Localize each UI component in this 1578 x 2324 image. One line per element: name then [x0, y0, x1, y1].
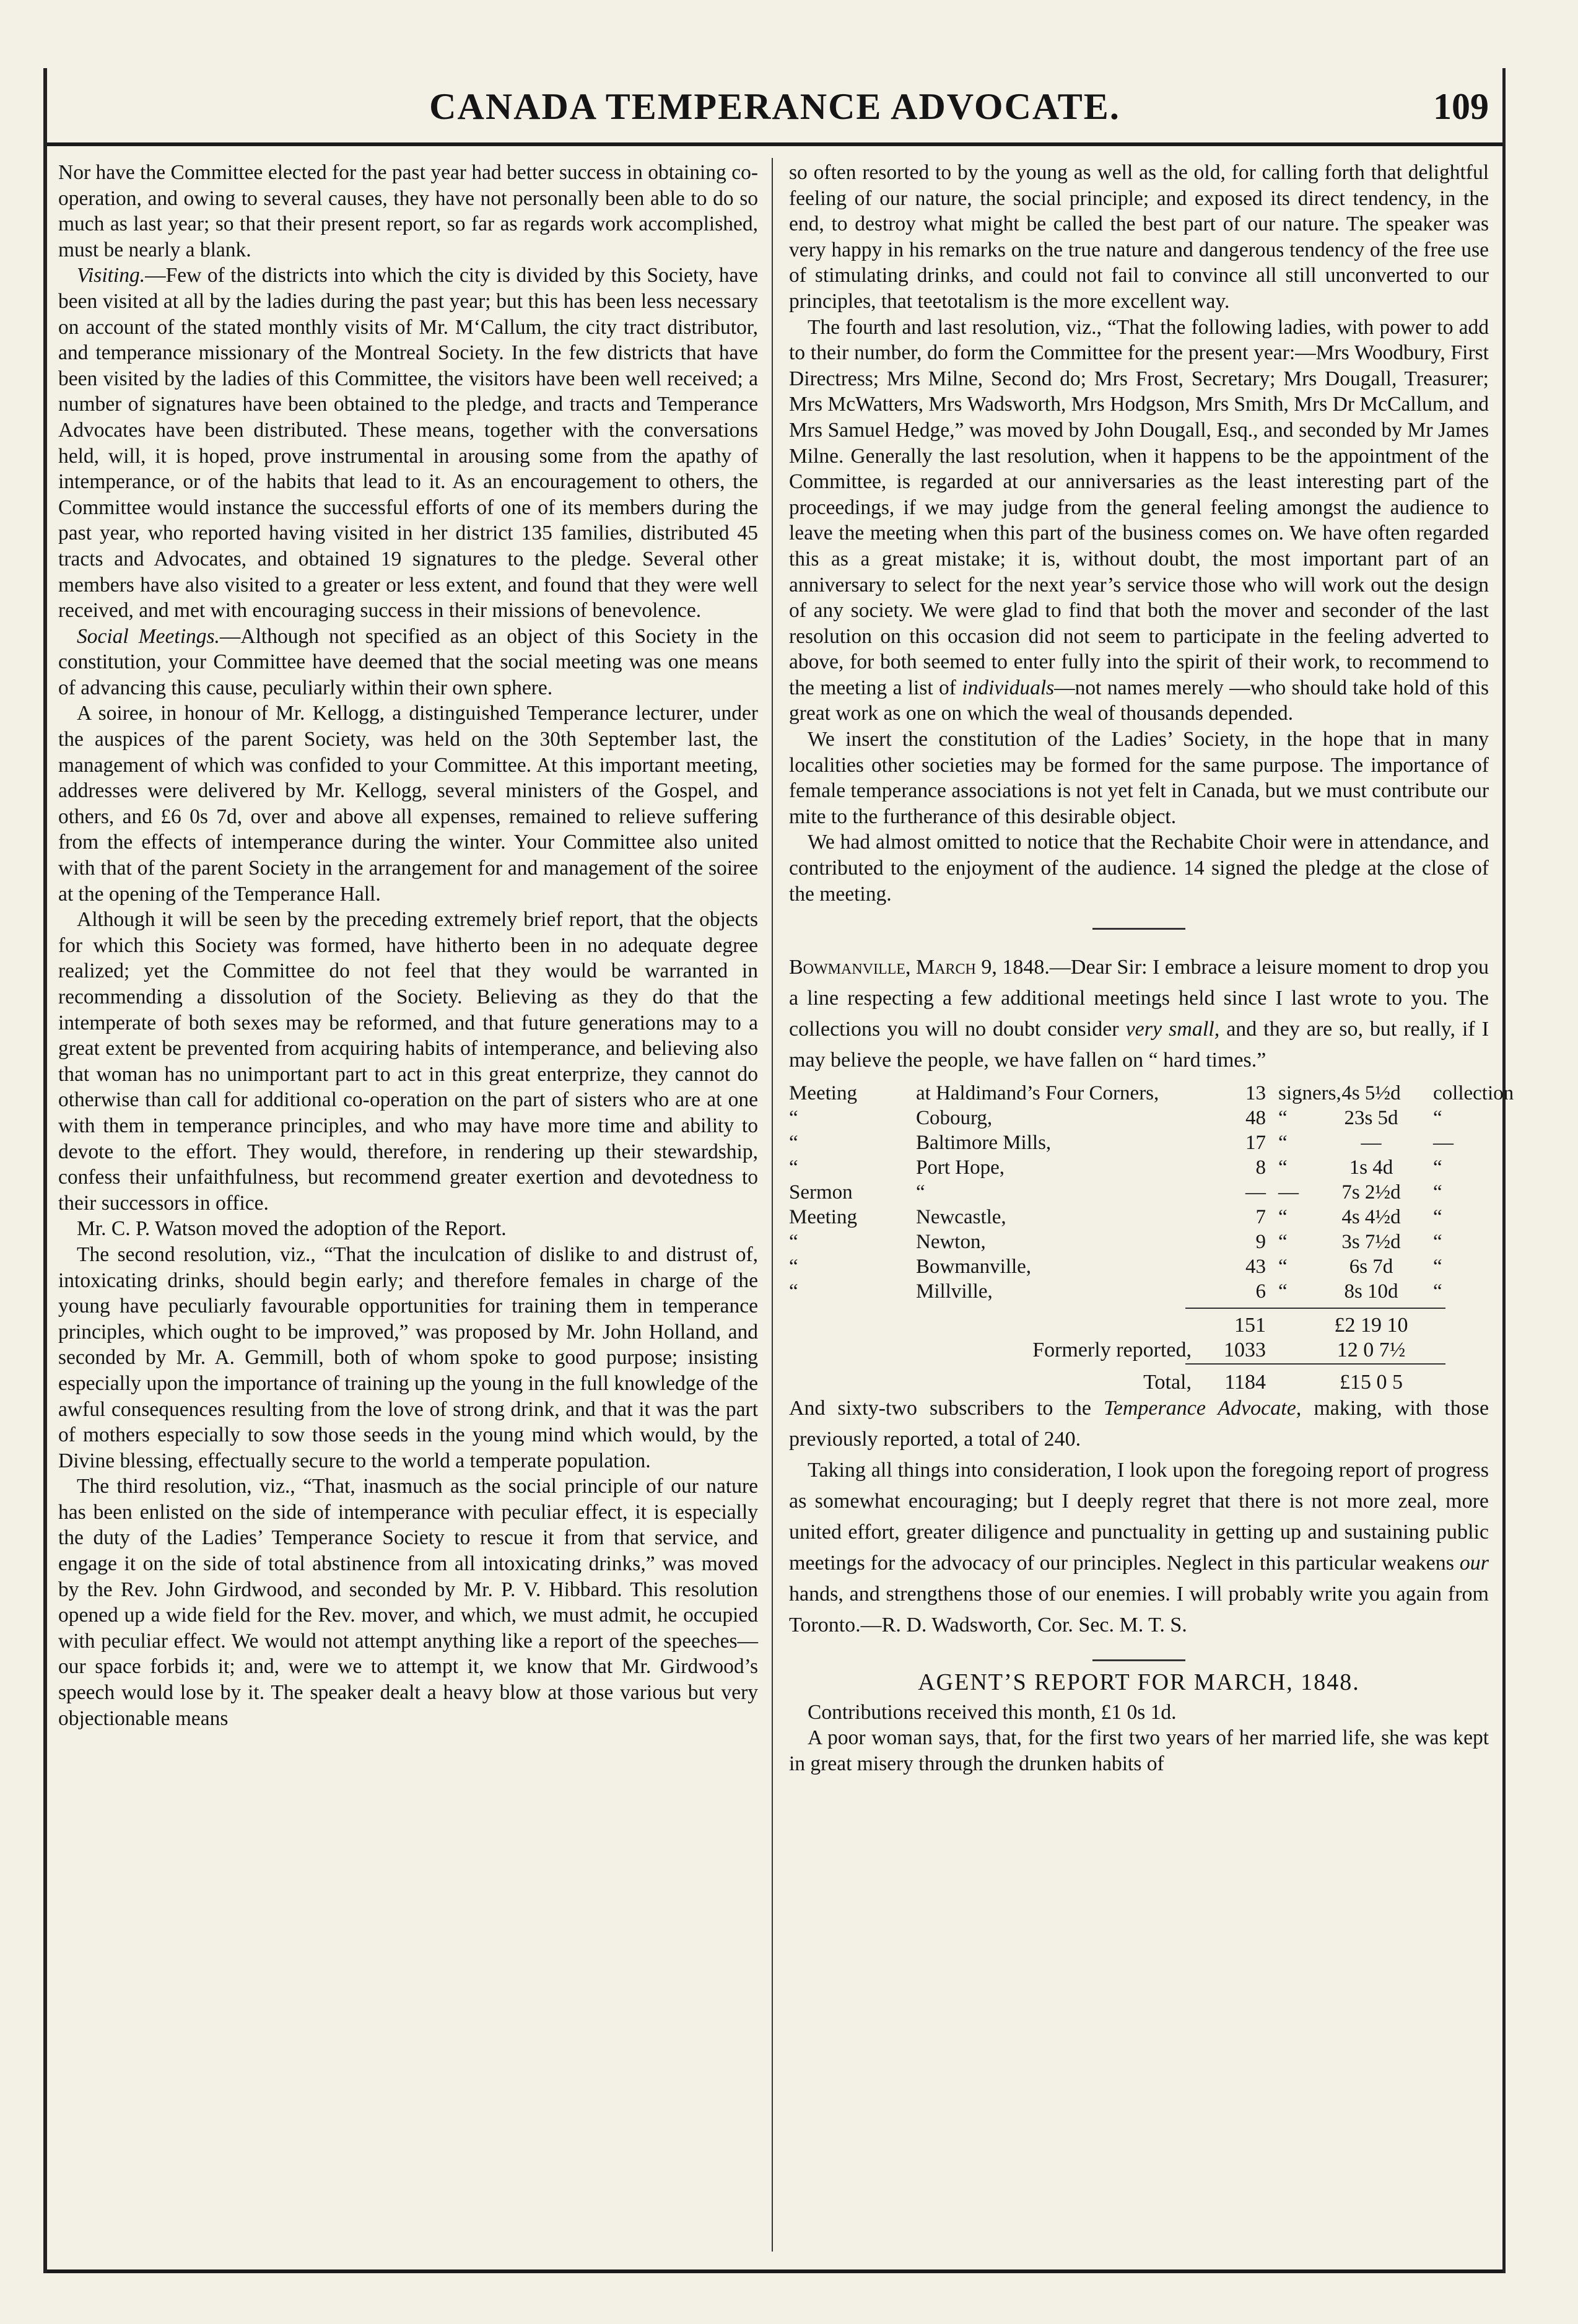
column-separator [772, 158, 773, 2252]
emphasis: individuals [962, 676, 1055, 699]
table-row [789, 1130, 1489, 1155]
paragraph: so often resorted to by the young as well as the old, for calling forth that delightful feeling of our nature, the social principle; and exposed its direct tendency, in the end, to destroy what might be called the best part of our nature. The speaker was very happy in his remarks on the true nature and dangerous tendency of the free use of stimulating drinks, and could not fail to convince all still unconverted to our principles, that teetotalism is the more excellent way. [789, 161, 1489, 313]
paragraph-text: —Few of the districts into which the city is divided by this Society, have been visited at all by the ladies during the past year; but this has been less necessary on account of the stated monthly visits of Mr. M‘Callum, the city tract distributor, and temperance missionary of the Montreal Society. In the few districts that have been visited by the ladies of this Committee, the visitors have been well received; a number of signatures have been obtained to the pledge, and tracts and Temperance Advocates have been distributed. These means, together with the conversations held, will, it is hoped, prove instrumental in arousing some from the apathy of intemperance, or of the habits that lead to it. As an encouragement to others, the Committee would instance the successful efforts of one of its members during the past year, who reported having visited in her district 135 families, distributed 45 tracts and Advocates, and obtained 19 signatures to the pledge. Several other members have also visited to a greater or less extent, and found that they were well received, and met with encouraging success in their missions of benevolence. [58, 264, 758, 622]
collection-note: “ [1433, 1181, 1442, 1204]
section-divider [1092, 1659, 1185, 1661]
meeting-kind: Sermon [789, 1181, 853, 1204]
meeting-place: at Haldimand’s Four Corners, [916, 1082, 1159, 1105]
header-rule [47, 142, 1502, 146]
meeting-place: Newton, [916, 1231, 986, 1254]
table-row [789, 1254, 1489, 1279]
collection-amount: 8s 10d [1344, 1280, 1398, 1303]
emphasis: Temperance Advocate, [1103, 1397, 1302, 1420]
signers-count: 6 [1255, 1280, 1266, 1303]
signers-unit: “ [1278, 1256, 1288, 1278]
left-column [58, 160, 758, 1731]
paragraph: Nor have the Committee elected for the past year had better success in obtaining co-operation, and owing to several causes, they have not personally been able to do so much as last year; so that their present report, so far as regards work accomplished, must be nearly a blank. [58, 161, 758, 261]
right-column [789, 160, 1514, 1777]
subtotal-row [789, 1308, 1489, 1335]
signers-count: 13 [1245, 1082, 1266, 1105]
emphasis: our [1459, 1552, 1489, 1575]
total-rule [1185, 1308, 1445, 1309]
paragraph: A poor woman says, that, for the first two years of her married life, she was kept in great misery through the drunken habits of [789, 1726, 1489, 1775]
paragraph: Mr. C. P. Watson moved the adoption of the Report. [77, 1217, 507, 1241]
collection-amount: 4s 4½d [1341, 1206, 1401, 1229]
signers-unit: “ [1278, 1206, 1288, 1229]
collection-amount: 7s 2½d [1341, 1181, 1401, 1204]
collection-amount: 4s 5½d [1341, 1082, 1401, 1105]
paragraph: Contributions received this month, £1 0s 1d. [808, 1700, 1177, 1724]
collection-amount: 3s 7½d [1341, 1231, 1401, 1254]
formerly-signers: 1033 [1224, 1339, 1266, 1362]
signers-count: 17 [1245, 1132, 1266, 1155]
paragraph-text: —Although not specified as an object of this Society in the constitution, your Committee have deemed that the social meeting was one means of advancing this cause, peculiarly within their own sphere. [58, 624, 758, 699]
formerly-label: Formerly reported, [1032, 1339, 1192, 1362]
table-row [789, 1106, 1489, 1130]
collection-amount: — [1361, 1132, 1382, 1155]
signers-unit: “ [1278, 1231, 1288, 1254]
collection-note: “ [1433, 1231, 1442, 1254]
meetings-table [789, 1081, 1514, 1304]
signers-count: — [1245, 1181, 1266, 1204]
footer-rule [47, 2269, 1502, 2273]
agent-report-heading: AGENT’S REPORT FOR MARCH, 1848. [918, 1669, 1360, 1696]
letter-bowmanville [789, 952, 1514, 1641]
meeting-kind: “ [789, 1280, 798, 1303]
signers-count: 43 [1245, 1256, 1266, 1278]
signers-count: 9 [1255, 1231, 1266, 1254]
paragraph: The third resolution, viz., “That, inasmuch as the social principle of our nature has been enlisted on the side of intemperance with peculiar effect, it is especially the duty of the Ladies’ Temperance Society to rescue it from that service, and engage it on the side of total abstinence from all intoxicating drinks,” was moved by the Rev. John Girdwood, and seconded by Mr. P. V. Hibbard. This resolution opened up a wide field for the Rev. mover, and which, we must admit, he occupied with peculiar effect. We would not attempt anything like a report of the speeches—our space forbids it; and, were we to attempt it, we know that Mr. Girdwood’s speech would lose by it. The speaker dealt a heavy blow at those various but very objectionable means [58, 1475, 758, 1730]
paragraph: Although it will be seen by the preceding extremely brief report, that the objects for which this Society was formed, have hitherto been in no adequate degree realized; yet the Committee do not feel that they would be warranted in recommending a dissolution of the Society. Believing as they do that the intemperate of both sexes may be reformed, and that future generations may to a great extent be prevented from acquiring habits of intemperance, and believing also that woman has no unimportant part to act in this great enterprize, they cannot do otherwise than call for additional co-operation on the part of sisters who are at one with them in temperance principles, and who may have more time and ability to devote to the effort. They would, therefore, in rendering up their stewardship, confess their unfaithfulness, but recommend greater exertion and devotedness to their successors in office. [58, 908, 758, 1215]
meeting-kind: Meeting [789, 1206, 857, 1229]
section-lead: Visiting. [77, 264, 146, 287]
subtotal-signers: 151 [1234, 1314, 1266, 1337]
meeting-place: Bowmanville, [916, 1256, 1032, 1278]
total-amount: £15 0 5 [1340, 1371, 1403, 1394]
section-divider [1092, 928, 1185, 930]
paragraph-text: Taking all things into consideration, I look upon the foregoing report of progress as somewhat encouraging; but I deeply regret that there is not more zeal, more united effort, greater diligence and punctuality in getting up and sustaining public meetings for the advocacy of our principles. Neglect in this particular weakens [789, 1459, 1489, 1575]
signers-unit: — [1278, 1181, 1299, 1204]
signers-unit: “ [1278, 1107, 1288, 1130]
emphasis: very small, [1125, 1018, 1220, 1041]
total-row [789, 1362, 1489, 1393]
page-number: 109 [1433, 86, 1489, 127]
meeting-kind: Meeting [789, 1082, 857, 1105]
collection-note: “ [1433, 1206, 1442, 1229]
paragraph-text: And sixty-two subscribers to the [789, 1397, 1091, 1420]
total-rule [1185, 1363, 1445, 1365]
paragraph-text: and they are so, but really, if I may believe the people, we have fallen on “ hard times.” [789, 1018, 1489, 1072]
collection-note: “ [1433, 1256, 1442, 1278]
formerly-amount: 12 0 7½ [1336, 1339, 1406, 1362]
collection-amount: 1s 4d [1349, 1156, 1393, 1179]
meeting-kind: “ [789, 1156, 798, 1179]
total-label: Total, [1143, 1371, 1192, 1394]
table-row [789, 1230, 1489, 1254]
signers-unit: signers, [1278, 1082, 1341, 1105]
collection-note: “ [1433, 1107, 1442, 1130]
paragraph: We had almost omitted to notice that the Rechabite Choir were in attendance, and contributed to the enjoyment of the audience. 14 signed the pledge at the close of the meeting. [789, 831, 1489, 906]
meeting-kind: “ [789, 1256, 798, 1278]
collection-note: “ [1433, 1280, 1442, 1303]
meeting-place: Millville, [916, 1280, 993, 1303]
paragraph-text: —Dear Sir: I embrace a leisure moment to drop you a line respecting a few additional meetings held since I last wrote to you. The collections you will no doubt consider [789, 956, 1489, 1041]
meeting-place: Port Hope, [916, 1156, 1005, 1179]
collection-amount: 6s 7d [1349, 1256, 1393, 1278]
page-header [47, 68, 1502, 142]
table-row [789, 1155, 1489, 1180]
meeting-place: Cobourg, [916, 1107, 993, 1130]
collection-amount: 23s 5d [1344, 1107, 1398, 1130]
signers-unit: “ [1278, 1156, 1288, 1179]
meeting-kind: “ [789, 1231, 798, 1254]
meeting-kind: “ [789, 1132, 798, 1155]
collection-note: “ [1433, 1156, 1442, 1179]
subtotal-amount: £2 19 10 [1334, 1314, 1408, 1337]
signers-count: 7 [1255, 1206, 1266, 1229]
signers-count: 48 [1245, 1107, 1266, 1130]
letter-paragraph [789, 1455, 1489, 1641]
signers-count: 8 [1255, 1156, 1266, 1179]
paragraph: The second resolution, viz., “That the inculcation of dislike to and distrust of, intoxicating drinks, should begin early; and therefore females in charge of the young have peculiarly favourable opportunities for training them in temperance principles, which ought to be improved,” was proposed by Mr. John Holland, and seconded by Mr. A. Gemmill, both of whom spoke to good purpose; insisting especially upon the importance of training up the young in the full knowledge of the awful consequences resulting from the love of strong drink, and that it was the part of mothers especially to sow those seeds in the young mind which would, by the Divine blessing, effectually secure to the world a temperate population. [58, 1243, 758, 1472]
paragraph: A soiree, in honour of Mr. Kellogg, a distinguished Temperance lecturer, under the auspices of the parent Society, was held on the 30th September last, the management of which was confided to your Committee. At this important meeting, addresses were delivered by Mr. Kellogg, several ministers of the Gospel, and others, and £6 0s 7d, over and above all expenses, remained to relieve suffering from the effects of intemperance during the winter. Your Committee also united with that of the parent Society in the arrangement for and management of the soiree at the opening of the Temperance Hall. [58, 702, 758, 906]
paragraph [789, 315, 1489, 727]
page-title: CANADA TEMPERANCE ADVOCATE. [429, 86, 1120, 127]
paragraph-text: The fourth and last resolution, viz., “That the following ladies, with power to add to their number, do form the Committee for the present year:—Mrs Woodbury, First Directress; Mrs Milne, Second do; Mrs Frost, Secretary; Mrs Dougall, Treasurer; Mrs McWatters, Mrs Wadsworth, Mrs Hodgson, Mrs Smith, Mrs Dr McCallum, and Mrs Samuel Hedge,” was moved by John Dougall, Esq., and seconded by Mr James Milne. Generally the last resolution, when it happens to be the appointment of the Committee, is regarded at our anniversaries as the least interesting part of the proceedings, if we may judge from the general feeling amongst the audience to leave the meeting when this part of the business comes on. We have often regarded this as a great mistake; it is, without doubt, the most important part of an anniversary to select for the next year’s service those who will work out the design of any society. We were glad to find that both the mover and seconder of the last resolution on this occasion did not seem to participate in the feeling adverted to above, for both seemed to enter fully into the spirit of their work, to recommend to the meeting a list of [789, 315, 1489, 699]
collection-note: — [1433, 1132, 1454, 1155]
letter-dateline: Bowmanville, March 9, 1848. [789, 956, 1050, 979]
paragraph-text: hands, and strengthens those of our enemies. I will probably write you again from Toronto.—R. D. Wadsworth, Cor. Sec. M. T. S. [789, 1583, 1489, 1637]
total-signers: 1184 [1224, 1371, 1266, 1394]
paragraph-social-meetings [58, 624, 758, 701]
meeting-place: Baltimore Mills, [916, 1132, 1052, 1155]
signers-unit: “ [1278, 1132, 1288, 1155]
table-row [789, 1205, 1489, 1230]
formerly-row [789, 1335, 1489, 1362]
meeting-place: Newcastle, [916, 1206, 1006, 1229]
letter-paragraph [789, 1393, 1489, 1455]
paragraph-visiting [58, 263, 758, 623]
newspaper-page [43, 68, 1514, 2273]
letter-paragraph [789, 952, 1489, 1076]
signers-unit: “ [1278, 1280, 1288, 1303]
collection-note: collection [1433, 1082, 1514, 1105]
meeting-kind: “ [789, 1107, 798, 1130]
table-row [789, 1180, 1489, 1205]
meeting-place: “ [916, 1181, 925, 1204]
paragraph-text: —not names merely —who should take hold of this great work as one on which the weal of thousands depended. [789, 676, 1489, 725]
table-row [789, 1081, 1514, 1106]
table-row [789, 1279, 1489, 1304]
paragraph-text: making, with those previously reported, a total of 240. [789, 1397, 1489, 1451]
section-lead: Social Meetings. [77, 624, 220, 648]
paragraph: We insert the constitution of the Ladies’ Society, in the hope that in many localities other societies may be formed for the same purpose. The importance of female temperance associations is not yet felt in Canada, but we must contribute our mite to the furtherance of this desirable object. [789, 728, 1489, 828]
